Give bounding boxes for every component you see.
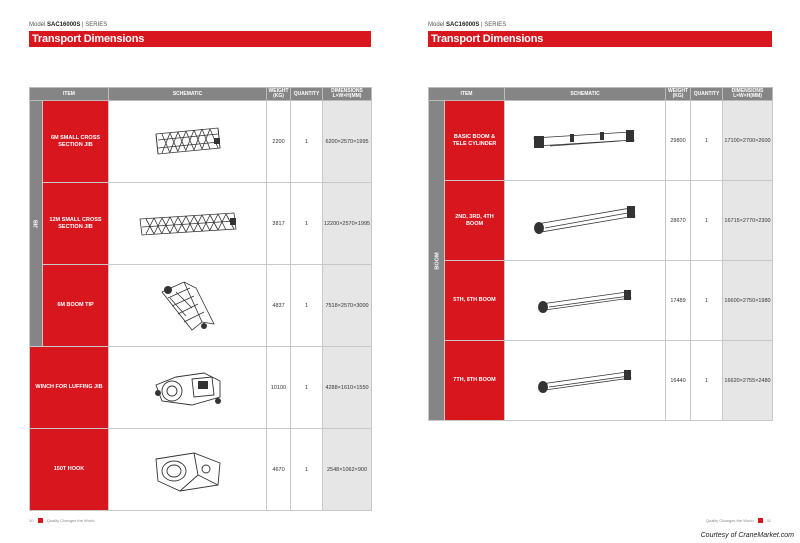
page-title: Transport Dimensions xyxy=(428,31,772,47)
right-page xyxy=(400,0,800,543)
item-name: 7TH, 8TH BOOM xyxy=(445,341,505,421)
weight-value: 4670 xyxy=(267,429,291,511)
schematic-cell xyxy=(109,347,267,429)
dimensions-value: 12200×2570×1995 xyxy=(323,183,372,265)
quantity-value: 1 xyxy=(291,101,323,183)
table-header-row xyxy=(30,88,372,101)
dimensions-value: 6200×2570×1995 xyxy=(323,101,372,183)
table-row xyxy=(429,341,773,421)
dimensions-value: 7518×2570×3000 xyxy=(323,265,372,347)
boom-section-icon xyxy=(533,366,637,396)
page-number: 10 xyxy=(29,518,34,524)
weight-value: 4837 xyxy=(267,265,291,347)
quantity-value: 1 xyxy=(291,429,323,511)
header-quantity: QUANTITY xyxy=(691,88,723,101)
model-name: SAC16000S xyxy=(446,22,480,28)
table-row xyxy=(429,261,773,341)
group-label-text: BOOM xyxy=(434,251,441,270)
schematic-cell xyxy=(109,101,267,183)
dimensions-value: 16715×2770×2300 xyxy=(723,181,773,261)
footer-slogan: Quality Changes the World xyxy=(46,518,95,523)
dimensions-value: 2548×1062×900 xyxy=(323,429,372,511)
header-quantity: QUANTITY xyxy=(291,88,323,101)
table-row xyxy=(30,347,372,429)
transport-dimensions-table xyxy=(29,87,372,511)
weight-value: 28670 xyxy=(666,181,691,261)
item-name: 12M SMALL CROSS SECTION JIB xyxy=(43,183,109,265)
weight-value: 3817 xyxy=(267,183,291,265)
table-row xyxy=(30,265,372,347)
quantity-value: 1 xyxy=(291,347,323,429)
dimensions-value: 16620×2755×2480 xyxy=(723,341,773,421)
schematic-cell xyxy=(505,341,666,421)
footer-marker-icon xyxy=(38,518,43,523)
item-name: WINCH FOR LUFFING JIB xyxy=(30,347,109,429)
weight-value: 17489 xyxy=(666,261,691,341)
item-name: 5TH, 6TH BOOM xyxy=(445,261,505,341)
header-item: ITEM xyxy=(429,88,505,101)
table-row xyxy=(429,101,773,181)
model-suffix: | SERIES xyxy=(82,22,108,28)
credit-line: Courtesy of CraneMarket.com xyxy=(700,532,794,539)
page-title: Transport Dimensions xyxy=(29,31,371,47)
schematic-cell xyxy=(505,261,666,341)
table-header-row xyxy=(429,88,773,101)
model-prefix: Model xyxy=(29,22,46,28)
model-name: SAC16000S xyxy=(47,22,81,28)
footer xyxy=(29,518,94,523)
weight-value: 10100 xyxy=(267,347,291,429)
table-row xyxy=(30,429,372,511)
model-prefix: Model xyxy=(428,22,445,28)
group-label-jib xyxy=(30,101,43,347)
dimensions-value: 17100×2700×2600 xyxy=(723,101,773,181)
header-weight: WEIGHT (KG) xyxy=(268,88,289,99)
table-row xyxy=(30,183,372,265)
schematic-cell xyxy=(505,181,666,261)
page-number: 11 xyxy=(766,518,771,523)
table-row xyxy=(30,101,372,183)
item-name: 6M BOOM TIP xyxy=(43,265,109,347)
header-item: ITEM xyxy=(30,88,109,101)
footer xyxy=(706,518,771,523)
footer-slogan: Quality Changes the World xyxy=(705,518,754,523)
header-schematic: SCHEMATIC xyxy=(109,88,267,101)
quantity-value: 1 xyxy=(291,183,323,265)
group-label-text: JIB xyxy=(33,219,39,228)
group-label-boom xyxy=(429,101,445,421)
item-name: 150T HOOK xyxy=(30,429,109,511)
footer-marker-icon xyxy=(758,518,763,523)
quantity-value: 1 xyxy=(291,265,323,347)
header-schematic: SCHEMATIC xyxy=(505,88,666,101)
boom-section-icon xyxy=(533,286,637,316)
weight-value: 29800 xyxy=(666,101,691,181)
table-row xyxy=(429,181,773,261)
model-suffix: | SERIES xyxy=(481,22,507,28)
boom-section-icon xyxy=(529,204,641,238)
transport-dimensions-table xyxy=(428,87,773,421)
quantity-value: 1 xyxy=(691,341,723,421)
header-dimensions: DIMENSIONS L×W×H(MM) xyxy=(323,88,372,101)
weight-value: 2200 xyxy=(267,101,291,183)
quantity-value: 1 xyxy=(691,101,723,181)
basic-boom-icon xyxy=(530,126,640,156)
dimensions-value: 4288×1610×1550 xyxy=(323,347,372,429)
jib-section-icon xyxy=(148,122,228,162)
item-name: 2ND, 3RD, 4TH BOOM xyxy=(445,181,505,261)
item-name: 6M SMALL CROSS SECTION JIB xyxy=(43,101,109,183)
item-name: BASIC BOOM & TELE CYLINDER xyxy=(445,101,505,181)
schematic-cell xyxy=(109,265,267,347)
header-dimensions: DIMENSIONS L×W×H(MM) xyxy=(723,88,773,101)
quantity-value: 1 xyxy=(691,181,723,261)
weight-value: 16440 xyxy=(666,341,691,421)
schematic-cell xyxy=(109,183,267,265)
model-line xyxy=(428,22,506,28)
schematic-cell xyxy=(505,101,666,181)
model-line xyxy=(29,22,107,28)
quantity-value: 1 xyxy=(691,261,723,341)
hook-block-icon xyxy=(150,445,226,495)
header-weight: WEIGHT (KG) xyxy=(666,88,691,101)
winch-icon xyxy=(148,363,228,413)
boom-tip-icon xyxy=(156,278,220,334)
dimensions-value: 16600×2750×1980 xyxy=(723,261,773,341)
schematic-cell xyxy=(109,429,267,511)
long-jib-section-icon xyxy=(136,207,240,241)
